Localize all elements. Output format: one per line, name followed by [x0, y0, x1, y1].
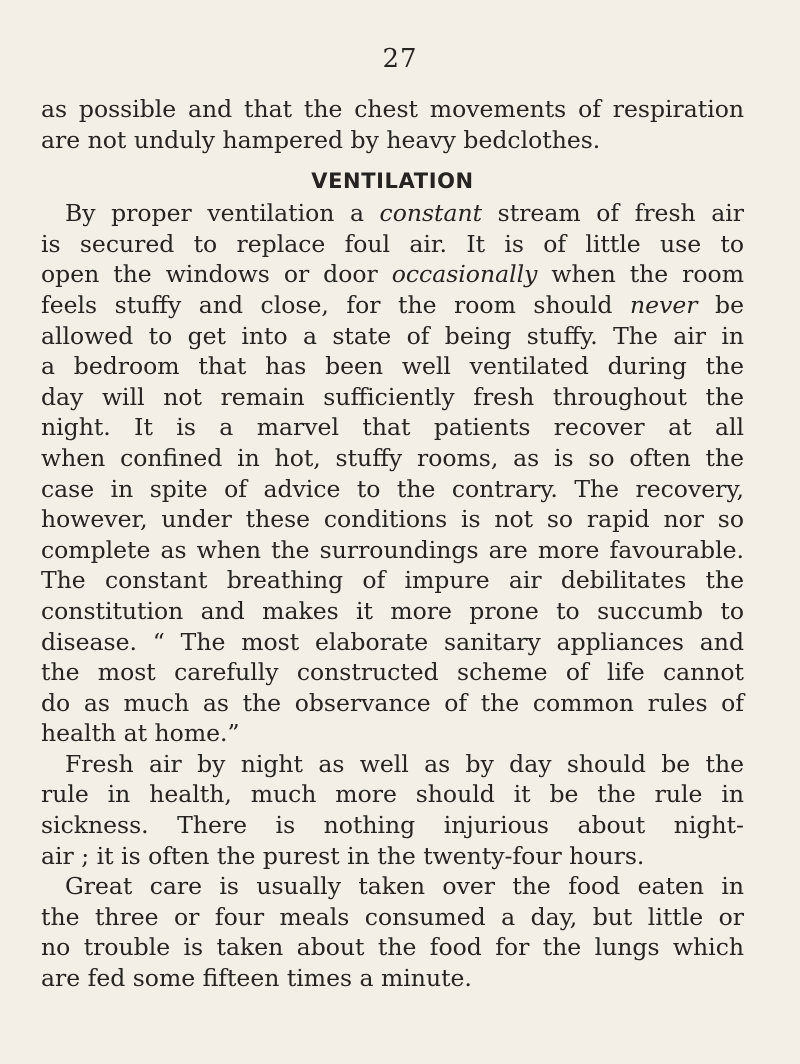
text-line — [41, 259, 744, 290]
text-line: day will not remain sufficiently fresh throughout the — [41, 382, 744, 411]
text-line: a bedroom that has been well ventilated during the — [41, 352, 744, 381]
text-line: disease. “ The most elaborate sanitary appliances and — [41, 627, 744, 656]
text-run: feels stuffy and close, for the room should — [41, 290, 631, 319]
text-line: is secured to replace foul air. It is of little use to — [41, 229, 744, 258]
text-line: constitution and makes it more prone to succumb to — [41, 596, 744, 625]
text-run: when the room — [537, 260, 744, 289]
text-line: do as much as the observance of the common rules of — [41, 688, 744, 717]
page-number: 27 — [382, 44, 418, 74]
text-line: are not unduly hampered by heavy bedclothes. — [41, 125, 601, 154]
text-line: when confined in hot, stuffy rooms, as is so often the — [41, 443, 744, 472]
italic-text: constant — [379, 199, 483, 228]
text-line: rule in health, much more should it be the rule in — [41, 780, 744, 809]
text-run: be — [697, 290, 745, 319]
text-line: health at home.” — [41, 719, 240, 748]
body-text — [41, 94, 744, 994]
text-line: the three or four meals consumed a day, but little or — [41, 902, 744, 931]
text-line — [41, 198, 744, 229]
text-line: allowed to get into a state of being stuffy. The air in — [41, 321, 744, 350]
italic-text: never — [630, 290, 698, 319]
text-line: however, under these conditions is not so rapid nor so — [41, 505, 744, 534]
text-line: air ; it is often the purest in the twenty-four hours. — [41, 841, 645, 870]
text-line: complete as when the surroundings are more favourable. — [41, 535, 744, 564]
text-line — [41, 290, 744, 321]
text-run: By proper ventilation a — [65, 199, 380, 228]
text-line: sickness. There is nothing injurious about night- — [41, 811, 744, 840]
text-line: are fed some fifteen times a minute. — [41, 964, 472, 993]
text-line: night. It is a marvel that patients recover at all — [41, 413, 744, 442]
text-line: case in spite of advice to the contrary. The recovery, — [41, 474, 744, 503]
text-line: Great care is usually taken over the food eaten in — [65, 872, 744, 901]
text-line: as possible and that the chest movements of respiration — [41, 95, 744, 123]
text-line: the most carefully constructed scheme of life cannot — [41, 658, 744, 687]
text-line: Fresh air by night as well as by day should be the — [65, 749, 744, 778]
section-heading: VENTILATION — [311, 169, 474, 194]
text-run: stream of fresh air — [482, 199, 744, 228]
italic-text: occasionally — [391, 260, 538, 289]
text-run: open the windows or door — [41, 260, 392, 289]
text-line: no trouble is taken about the food for the lungs which — [41, 933, 744, 962]
text-line: The constant breathing of impure air debilitates the — [41, 566, 744, 595]
